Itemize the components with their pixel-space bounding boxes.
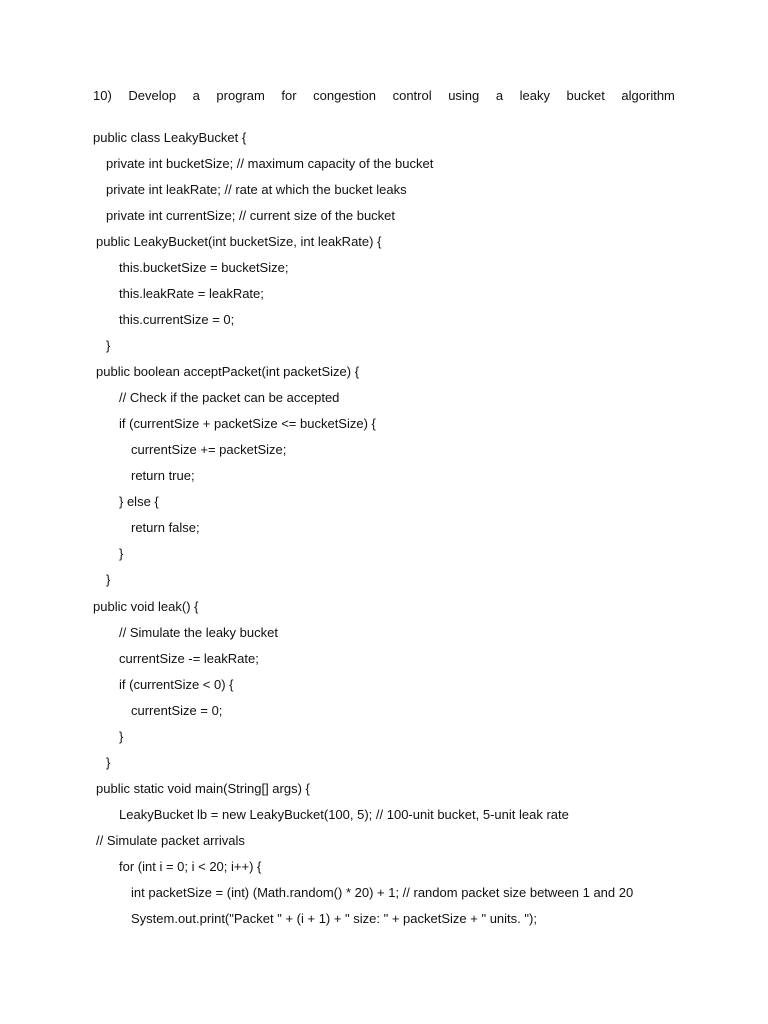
code-line: currentSize = 0; [131, 703, 223, 718]
code-line: private int currentSize; // current size of the bucket [106, 208, 396, 223]
heading-word: a [495, 88, 504, 103]
code-line: public void leak() { [93, 599, 199, 614]
code-line: return true; [131, 468, 195, 483]
code-line: } [106, 572, 111, 587]
code-line: public boolean acceptPacket(int packetSize) { [96, 364, 360, 379]
code-line: this.leakRate = leakRate; [119, 286, 264, 301]
code-line: } [106, 755, 111, 770]
code-line: public LeakyBucket(int bucketSize, int leakRate) { [96, 234, 382, 249]
heading-word: control [392, 88, 432, 103]
code-line: return false; [131, 520, 200, 535]
code-line: } [119, 729, 124, 744]
code-line: this.currentSize = 0; [119, 312, 235, 327]
code-line: this.bucketSize = bucketSize; [119, 260, 289, 275]
code-line: private int leakRate; // rate at which the bucket leaks [106, 182, 407, 197]
heading-word: program [216, 88, 265, 103]
heading-word: leaky [519, 88, 550, 103]
heading-word: using [448, 88, 480, 103]
code-line: System.out.print("Packet " + (i + 1) + " size: " + packetSize + " units. "); [131, 911, 537, 926]
code-line: // Check if the packet can be accepted [119, 390, 340, 405]
heading-word: bucket [566, 88, 605, 103]
code-line: // Simulate packet arrivals [96, 833, 245, 848]
heading-word: 10) [93, 88, 112, 103]
code-line: currentSize -= leakRate; [119, 651, 259, 666]
code-line: if (currentSize < 0) { [119, 677, 234, 692]
code-line: currentSize += packetSize; [131, 442, 287, 457]
code-line: } [119, 546, 124, 561]
question-heading [93, 87, 675, 105]
code-line: LeakyBucket lb = new LeakyBucket(100, 5); // 100-unit bucket, 5-unit leak rate [119, 807, 569, 822]
code-line: // Simulate the leaky bucket [119, 625, 278, 640]
heading-word: for [281, 88, 297, 103]
code-line: if (currentSize + packetSize <= bucketSize) { [119, 416, 376, 431]
code-line: public class LeakyBucket { [93, 130, 247, 145]
heading-word: congestion [313, 88, 377, 103]
code-line: public static void main(String[] args) { [96, 781, 310, 796]
code-line: int packetSize = (int) (Math.random() * 20) + 1; // random packet size between 1 and 20 [131, 885, 634, 900]
heading-word: Develop [128, 88, 177, 103]
code-line: } [106, 338, 111, 353]
heading-word: a [192, 88, 200, 103]
code-line: for (int i = 0; i < 20; i++) { [119, 859, 262, 874]
code-line: } else { [119, 494, 159, 509]
heading-word: algorithm [621, 88, 675, 103]
code-line: private int bucketSize; // maximum capacity of the bucket [106, 156, 434, 171]
